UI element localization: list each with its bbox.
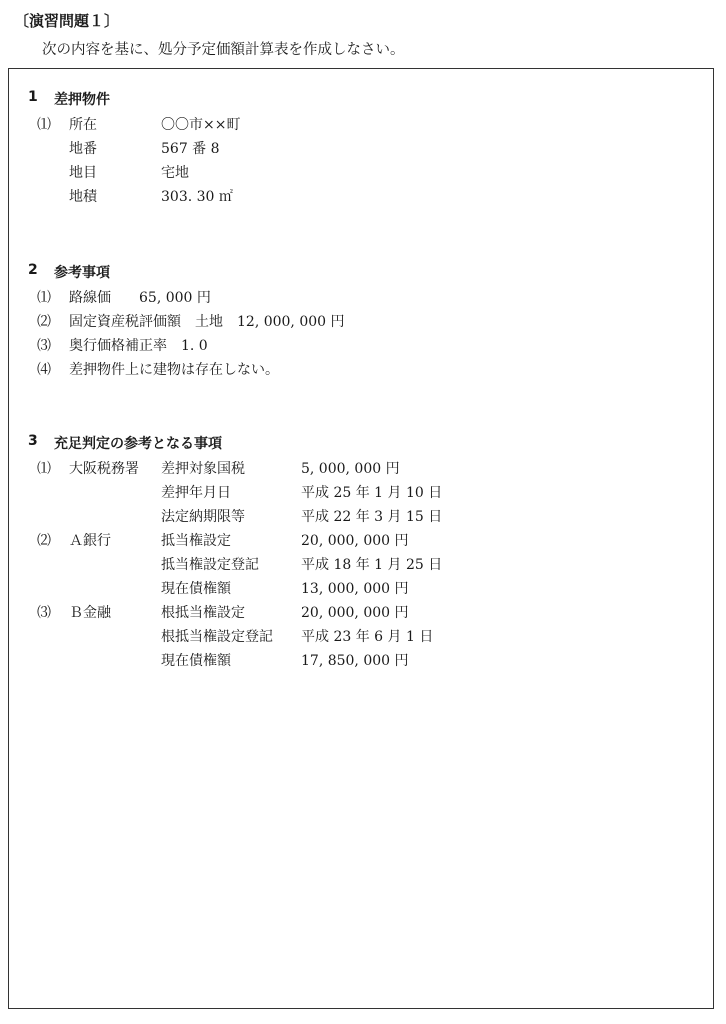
creditor-2-row-2-value: 平成 18 年 1 月 25 日: [301, 557, 443, 573]
creditor-1-row-1-label: 差押対象国税: [161, 461, 245, 477]
section-2-heading: 参考事項: [54, 265, 110, 281]
section-3-heading: 充足判定の参考となる事項: [54, 436, 222, 452]
reference-item-2-number: ⑵: [37, 314, 51, 330]
reference-item-1-number: ⑴: [37, 290, 51, 306]
creditor-2-row-2-label: 抵当権設定登記: [161, 557, 259, 573]
creditor-2-row-3-value: 13, 000, 000 円: [301, 581, 409, 597]
land-area-value: 303. 30 ㎡: [161, 189, 233, 205]
lot-number-value: 567 番 8: [161, 141, 220, 157]
section-2-number: 2: [28, 262, 38, 278]
creditor-2-row-1-value: 20, 000, 000 円: [301, 533, 409, 549]
creditor-3-row-3-label: 現在債権額: [161, 653, 231, 669]
creditor-3-row-1-value: 20, 000, 000 円: [301, 605, 409, 621]
reference-item-4-text: 差押物件上に建物は存在しない。: [69, 362, 279, 378]
exercise-title: 〔演習問題１〕: [14, 12, 120, 30]
land-area-label: 地積: [69, 189, 97, 205]
creditor-2-number: ⑵: [37, 533, 51, 549]
creditor-3-name: Ｂ金融: [69, 605, 111, 621]
reference-item-2-text: 固定資産税評価額 土地 12, 000, 000 円: [69, 314, 345, 330]
creditor-2-row-3-label: 現在債権額: [161, 581, 231, 597]
creditor-3-row-1-label: 根抵当権設定: [161, 605, 245, 621]
creditor-1-row-3-value: 平成 22 年 3 月 15 日: [301, 509, 443, 525]
creditor-3-row-2-label: 根抵当権設定登記: [161, 629, 273, 645]
reference-item-3-text: 奥行価格補正率 1. 0: [69, 338, 208, 354]
reference-item-1-text: 路線価 65, 000 円: [69, 290, 211, 306]
section-1-number: 1: [28, 89, 38, 105]
lot-number-label: 地番: [69, 141, 97, 157]
land-category-label: 地目: [69, 165, 97, 181]
location-value: 〇〇市××町: [161, 117, 241, 133]
section-1-item-number: ⑴: [37, 117, 51, 133]
creditor-1-row-2-label: 差押年月日: [161, 485, 231, 501]
creditor-1-number: ⑴: [37, 461, 51, 477]
content-frame: [8, 68, 714, 1009]
section-1-heading: 差押物件: [54, 92, 110, 108]
creditor-2-row-1-label: 抵当権設定: [161, 533, 231, 549]
creditor-2-name: Ａ銀行: [69, 533, 111, 549]
creditor-3-row-3-value: 17, 850, 000 円: [301, 653, 409, 669]
reference-item-3-number: ⑶: [37, 338, 51, 354]
land-category-value: 宅地: [161, 165, 189, 181]
instruction-text: 次の内容を基に、処分予定価額計算表を作成しなさい。: [42, 42, 405, 58]
creditor-1-row-2-value: 平成 25 年 1 月 10 日: [301, 485, 443, 501]
reference-item-4-number: ⑷: [37, 362, 51, 378]
creditor-1-name: 大阪税務署: [69, 461, 139, 477]
location-label: 所在: [69, 117, 97, 133]
creditor-1-row-3-label: 法定納期限等: [161, 509, 245, 525]
creditor-3-number: ⑶: [37, 605, 51, 621]
section-3-number: 3: [28, 433, 38, 449]
creditor-1-row-1-value: 5, 000, 000 円: [301, 461, 400, 477]
creditor-3-row-2-value: 平成 23 年 6 月 1 日: [301, 629, 434, 645]
